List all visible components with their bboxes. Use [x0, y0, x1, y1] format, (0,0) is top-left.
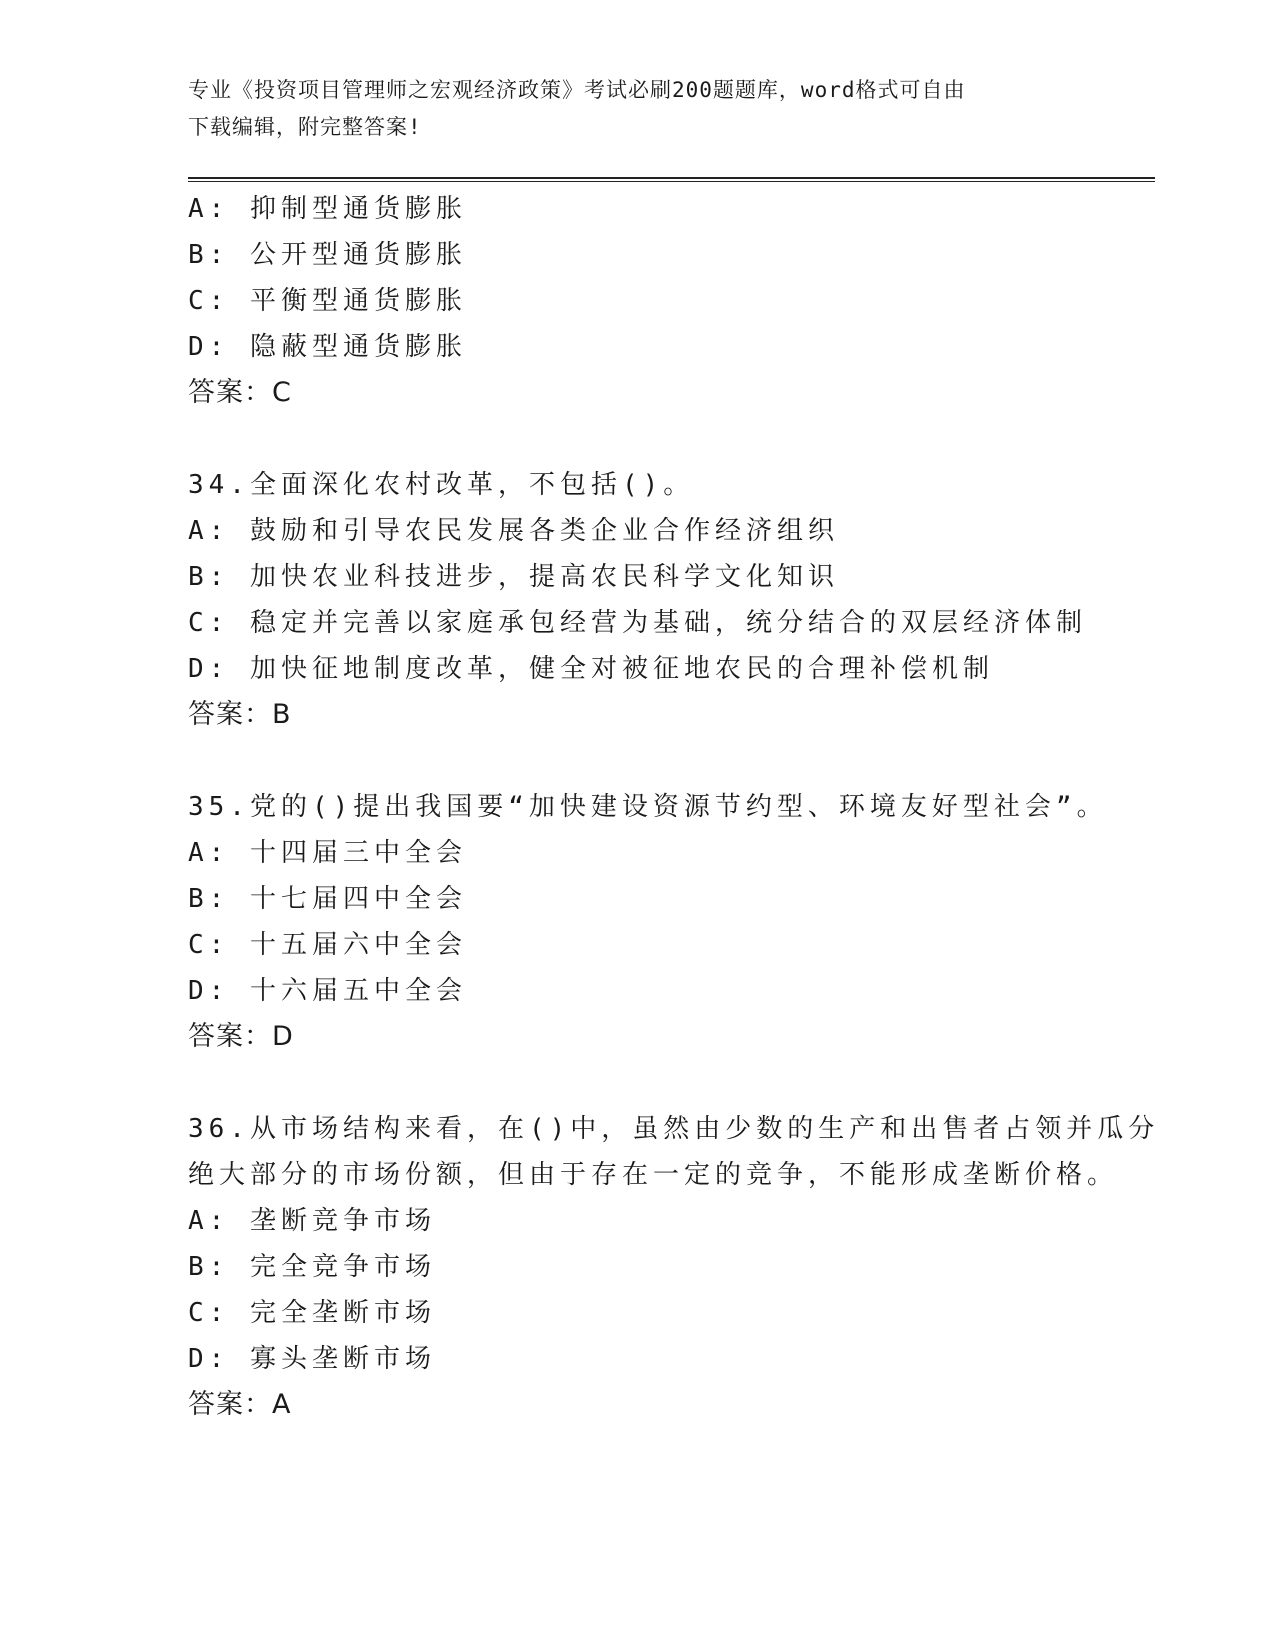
- option-b: B: 十七届四中全会: [188, 884, 467, 914]
- option-d: D: 隐蔽型通货膨胀: [188, 332, 467, 362]
- option-b: B: 加快农业科技进步，提高农民科学文化知识: [188, 562, 839, 592]
- option-c: C: 稳定并完善以家庭承包经营为基础，统分结合的双层经济体制: [188, 608, 1087, 638]
- option-c: C: 完全垄断市场: [188, 1298, 436, 1328]
- question-text: 34.全面深化农村改革，不包括()。: [188, 470, 695, 500]
- option-d: D: 寡头垄断市场: [188, 1344, 436, 1374]
- header-divider: [188, 177, 1155, 182]
- spacer: [188, 738, 1148, 784]
- option-c: C: 平衡型通货膨胀: [188, 286, 467, 316]
- spacer: [188, 416, 1148, 462]
- question-36: [188, 1106, 1160, 1428]
- option-a: A: 抑制型通货膨胀: [188, 194, 467, 224]
- option-a: A: 十四届三中全会: [188, 838, 467, 868]
- question-34: [188, 462, 1148, 738]
- answer: 答案：C: [188, 377, 292, 408]
- option-c: C: 十五届六中全会: [188, 930, 467, 960]
- option-b: B: 完全竞争市场: [188, 1252, 436, 1282]
- spacer: [188, 1060, 1148, 1106]
- answer: 答案：B: [188, 699, 292, 730]
- option-a: A: 鼓励和引导农民发展各类企业合作经济组织: [188, 516, 839, 546]
- header-line-1: 专业《投资项目管理师之宏观经济政策》考试必刷200题题库，word格式可自由: [188, 78, 966, 102]
- answer: 答案：D: [188, 1021, 294, 1052]
- question-list: [188, 186, 1160, 1428]
- option-b: B: 公开型通货膨胀: [188, 240, 467, 270]
- option-a: A: 垄断竞争市场: [188, 1206, 436, 1236]
- option-d: D: 加快征地制度改革，健全对被征地农民的合理补偿机制: [188, 654, 994, 684]
- question-33: [188, 186, 1148, 416]
- question-text-line-1: 36.从市场结构来看，在()中，虽然由少数的生产和出售者占领并瓜分: [188, 1114, 1160, 1144]
- option-d: D: 十六届五中全会: [188, 976, 467, 1006]
- question-text-line-2: 绝大部分的市场份额，但由于存在一定的竞争，不能形成垄断价格。: [188, 1160, 1119, 1190]
- document-header: [188, 72, 1088, 146]
- question-text: 35.党的()提出我国要“加快建设资源节约型、环境友好型社会”。: [188, 792, 1108, 822]
- answer: 答案：A: [188, 1389, 292, 1420]
- question-35: [188, 784, 1148, 1060]
- header-line-2: 下载编辑，附完整答案!: [188, 115, 422, 139]
